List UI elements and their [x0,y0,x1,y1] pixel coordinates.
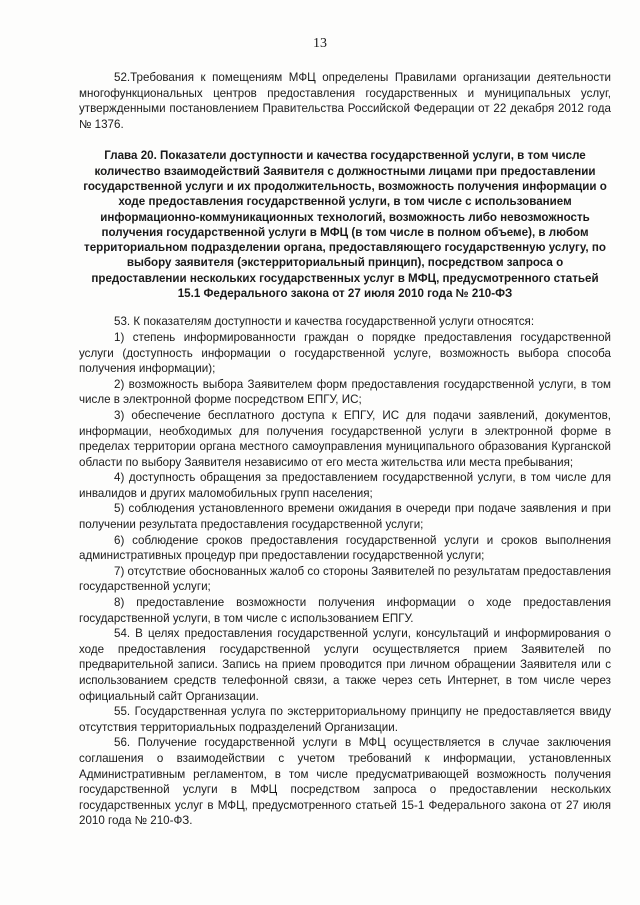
list-item-7: 7) отсутствие обоснованных жалоб со стороны Заявителей по результатам предоставления государственной услуги; [79,564,611,594]
paragraph-52: 52.Требования к помещениям МФЦ определены Правилами организации деятельности многофункциональных центров предоставления государственных и муниципальных услуг, утвержденными постановлением Правительства Российской Федерации от 22 декабря 2012 года № 1376. [79,71,611,131]
list-item-2: 2) возможность выбора Заявителем форм предоставления государственной услуги, в том числе в электронной форме посредством ЕПГУ, ИС; [79,377,611,407]
paragraph-53: 53. К показателям доступности и качества государственной услуги относятся: [114,315,535,329]
document-body [79,70,611,829]
list-item-4: 4) доступность обращения за предоставлением государственной услуги, в том числе для инвалидов и других маломобильных групп населения; [79,471,611,500]
paragraph-56: 56. Получение государственной услуги в МФЦ осуществляется в случае заключения соглашения о взаимодействии с учетом требований к информации, установленных Административным регламентом, в том числе предусматривающей возможность получения государственной услуги в МФЦ посредством запроса о предоставлении нескольких государственных услуг в МФЦ, предусмотренного статьей 15-1 Федерального закона от 27 июля 2010 года № 210-ФЗ. [79,736,611,828]
list-item-3: 3) обеспечение бесплатного доступа к ЕПГУ, ИС для подачи заявлений, документов, информации, необходимых для получения государственной услуги в электронной форме в пределах территории органа местного самоуправления муниципального образования Курганской области по выбору Заявителя независимо от его места жительства или места пребывания; [79,408,611,469]
list-item-1: 1) степень информированности граждан о порядке предоставления государственной услуги (доступность информации о государственной услуге, возможность выбора способа получения информации); [79,330,611,376]
page-number: 13 [313,36,327,51]
list-item-6: 6) соблюдение сроков предоставления государственной услуги и сроков выполнения административных процедур при предоставлении государственной услуги; [79,533,611,563]
list-item-8: 8) предоставление возможности получения информации о ходе предоставления государственной услуги, в том числе с использованием ЕПГУ. [79,596,611,625]
list-item-5: 5) соблюдения установленного времени ожидания в очереди при подаче заявления и при получении результата предоставления государственной услуги; [79,502,611,532]
chapter-heading: Глава 20. Показатели доступности и качества государственной услуги, в том числе количество взаимодействий Заявителя с должностными лицами при предоставлении государственной услуги и их продолжительность, возможность получения информации о ходе предоставления государственной услуги, в том числе с использованием информационно-коммуникационных технологий, возможность либо невозможность получения государственной услуги в МФЦ (в том числе в полном объеме), в любом территориальном подразделении органа, предоставляющего государственную услугу, по выбору заявителя (экстерриториальный принцип), посредством запроса о предоставлении нескольких государственных услуг в МФЦ, предусмотренного статьей 15.1 Федерального закона от 27 июля 2010 года № 210-ФЗ [83,149,607,301]
paragraph-55: 55. Государственная услуга по экстерриториальному принципу не предоставляется ввиду отсутствия территориальных подразделений Организации. [79,705,611,734]
paragraph-54: 54. В целях предоставления государственной услуги, консультаций и информирования о ходе предоставления государственной услуги осуществляется прием Заявителей по предварительной записи. Запись на прием проводится при личном обращении Заявителя или с использованием средств телефонной связи, а также через сеть Интернет, в том числе через официальный сайт Организации. [79,627,611,703]
